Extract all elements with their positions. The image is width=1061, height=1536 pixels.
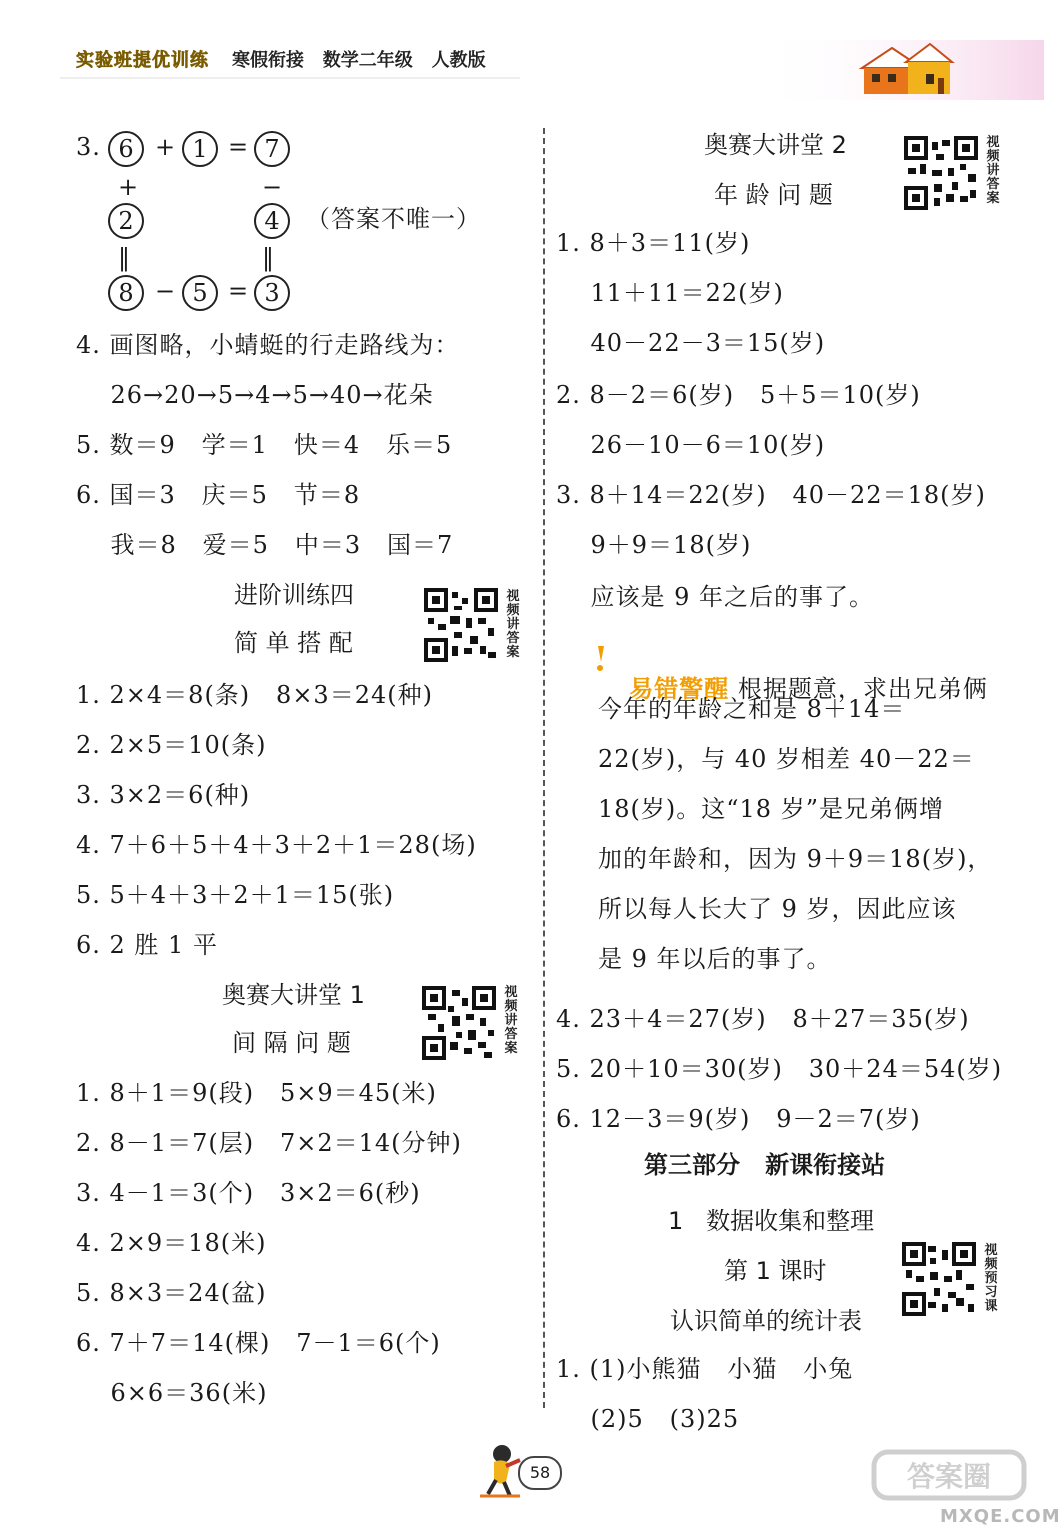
qr-code-icon[interactable] — [902, 1242, 976, 1316]
warning-first-line: 根据题意，求出兄弟俩 — [729, 675, 988, 703]
section-title: 奥赛大讲堂 2 — [704, 131, 847, 159]
mascot-icon — [476, 1440, 524, 1500]
q3-r1-a: 6 — [108, 131, 144, 167]
answer-line: 11＋11＝22(岁) — [556, 279, 784, 307]
answer-line: 1. 8＋1＝9(段) 5×9＝45(米) — [76, 1079, 437, 1107]
brand-title: 实验班提优训练 — [76, 50, 209, 71]
answer-line: 4. 画图略，小蜻蜓的行走路线为： — [76, 331, 460, 359]
qr-code-icon[interactable] — [904, 136, 978, 210]
answer-line: 4. 2×9＝18(米) — [76, 1229, 267, 1257]
answer-line: 3. 3×2＝6(种) — [76, 781, 251, 809]
column-divider — [543, 128, 545, 1408]
section-title: 进阶训练四 — [234, 581, 354, 609]
watermark-cn: 答案圈 — [906, 1460, 992, 1493]
part-title: 第三部分 新课衔接站 — [644, 1151, 886, 1179]
lesson-number: 第 1 课时 — [724, 1257, 827, 1285]
answer-line: 6. 7＋7＝14(棵) 7－1＝6(个) — [76, 1329, 441, 1357]
warning-line: 是 9 年以后的事了。 — [598, 945, 832, 973]
section-subtitle: 年 龄 问 题 — [714, 181, 833, 209]
answer-line: 40－22－3＝15(岁) — [556, 329, 826, 357]
warning-line: 22(岁)，与 40 岁相差 40－22＝ — [598, 745, 975, 773]
answer-line: 4. 7＋6＋5＋4＋3＋2＋1＝28(场) — [76, 831, 477, 859]
q3-r3-op: − — [155, 277, 177, 305]
q3-r1-c: 7 — [254, 131, 290, 167]
q3-r2-a: 2 — [108, 203, 144, 239]
section-subtitle: 间 隔 问 题 — [232, 1029, 351, 1057]
qr-label: 视频讲答案 — [986, 135, 1000, 206]
answer-line: 5. 数＝9 学＝1 快＝4 乐＝5 — [76, 431, 453, 459]
q3-r1-eq: = — [228, 133, 250, 161]
answer-line: (2)5 (3)25 — [556, 1405, 740, 1433]
watermark-text: MXQE.COM — [940, 1506, 1061, 1527]
answer-line: 6×6＝36(米) — [76, 1379, 268, 1407]
warning-title-text: 易错警醒 — [629, 675, 730, 703]
q3-eq-left: ‖ — [118, 244, 131, 272]
section-title: 奥赛大讲堂 1 — [222, 981, 365, 1009]
q3-number: 3. — [76, 133, 101, 161]
q3-r3-c: 3 — [254, 275, 290, 311]
unit-title: 1 数据收集和整理 — [668, 1207, 875, 1235]
warning-icon — [592, 644, 608, 672]
answer-line: 2. 8－2＝6(岁) 5＋5＝10(岁) — [556, 381, 921, 409]
answer-line: 6. 国＝3 庆＝5 节＝8 — [76, 481, 361, 509]
answer-line: 5. 8×3＝24(盆) — [76, 1279, 267, 1307]
answer-line: 9＋9＝18(岁) — [556, 531, 752, 559]
warning-line: 所以每人长大了 9 岁，因此应该 — [598, 895, 957, 923]
q3-r1-op: + — [155, 133, 177, 161]
warning-line: 加的年龄和，因为 9＋9＝18(岁)， — [598, 845, 993, 873]
q3-mid-op-right: − — [262, 173, 284, 201]
answer-line: 6. 2 胜 1 平 — [76, 931, 218, 959]
page-number: 58 — [518, 1456, 562, 1490]
q3-r1-b: 1 — [182, 131, 218, 167]
answer-line: 应该是 9 年之后的事了。 — [556, 583, 875, 611]
answer-line: 26－10－6＝10(岁) — [556, 431, 826, 459]
qr-label: 视频讲答案 — [506, 589, 520, 660]
answer-line: 1. (1)小熊猫 小猫 小兔 — [556, 1355, 854, 1383]
lesson-title: 认识简单的统计表 — [670, 1307, 862, 1335]
warning-line: 18(岁)。这“18 岁”是兄弟俩增 — [598, 795, 944, 823]
qr-label: 视频预习课 — [984, 1243, 998, 1314]
answer-line: 3. 8＋14＝22(岁) 40－22＝18(岁) — [556, 481, 986, 509]
top-banner — [0, 0, 1044, 120]
q3-note: （答案不唯一） — [306, 205, 481, 233]
answer-line: 4. 23＋4＝27(岁) 8＋27＝35(岁) — [556, 1005, 970, 1033]
answer-line: 1. 2×4＝8(条) 8×3＝24(种) — [76, 681, 433, 709]
answer-line: 2. 8－1＝7(层) 7×2＝14(分钟) — [76, 1129, 462, 1157]
warning-line: 今年的年龄之和是 8＋14＝ — [598, 695, 906, 723]
header-subtitle: 寒假衔接 数学二年级 人教版 — [232, 50, 486, 71]
answer-line: 2. 2×5＝10(条) — [76, 731, 267, 759]
q3-mid-op-left: + — [118, 173, 140, 201]
answer-line: 3. 4－1＝3(个) 3×2＝6(秒) — [76, 1179, 421, 1207]
answer-line: 5. 20＋10＝30(岁) 30＋24＝54(岁) — [556, 1055, 1003, 1083]
q3-r3-b: 5 — [182, 275, 218, 311]
q3-eq-right: ‖ — [262, 244, 275, 272]
answer-line: 我＝8 爱＝5 中＝3 国＝7 — [76, 531, 454, 559]
qr-code-icon[interactable] — [424, 588, 498, 662]
watermark-logo — [870, 1446, 1030, 1506]
answer-line: 26→20→5→4→5→40→花朵 — [76, 381, 434, 409]
answer-line: 5. 5＋4＋3＋2＋1＝15(张) — [76, 881, 395, 909]
section-subtitle: 简 单 搭 配 — [234, 629, 353, 657]
answer-line: 1. 8＋3＝11(岁) — [556, 229, 751, 257]
q3-r3-a: 8 — [108, 275, 144, 311]
q3-r3-eq: = — [228, 277, 250, 305]
qr-label: 视频讲答案 — [504, 985, 518, 1056]
q3-r2-c: 4 — [254, 203, 290, 239]
qr-code-icon[interactable] — [422, 986, 496, 1060]
answer-line: 6. 12－3＝9(岁) 9－2＝7(岁) — [556, 1105, 921, 1133]
house-icon — [852, 40, 962, 100]
